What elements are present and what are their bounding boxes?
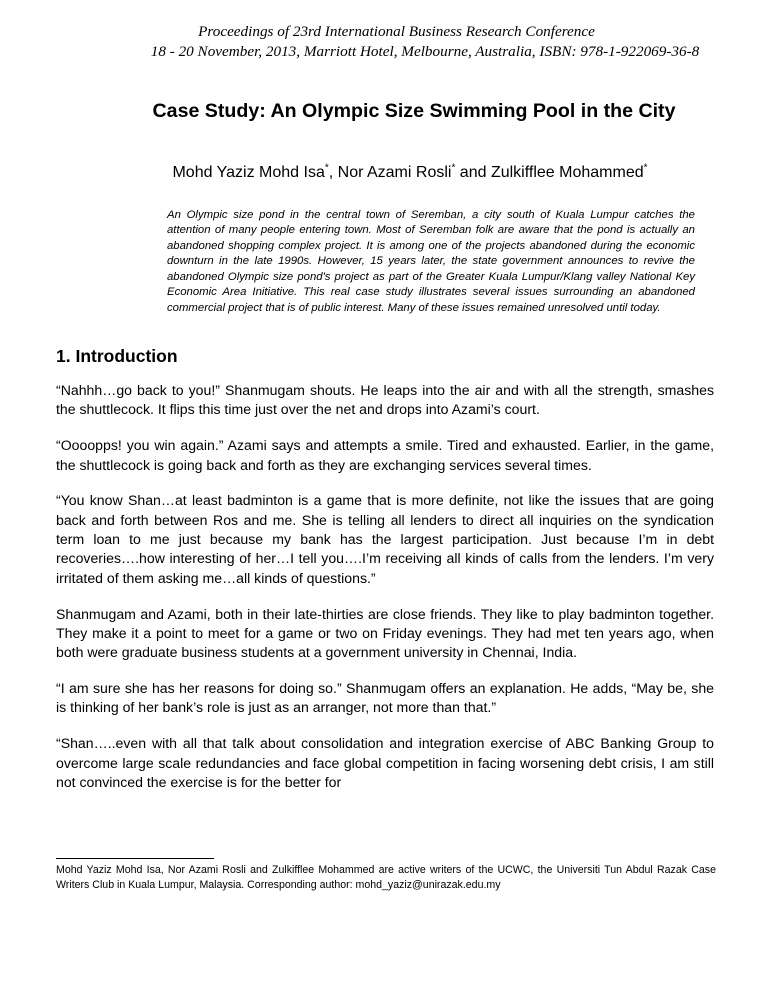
footnote-divider bbox=[56, 858, 214, 859]
abstract: An Olympic size pond in the central town of Seremban, a city south of Kuala Lumpur catches the attention of many people entering town. Most of Seremban folk are aware that the pond is actually an abandoned shopping complex project. It is among one of the projects abandoned during the economic downturn in the late 1990s. However, 15 years later, the state government announces to revive the abandoned Olympic size pond's project as part of the Greater Kuala Lumpur/Klang valley National Key Economic Area Initiative. This real case study illustrates several issues surrounding an abandoned commercial project that is of public interest. Many of these issues remained unresolved until today. bbox=[167, 209, 695, 314]
body-paragraph: “You know Shan…at least badminton is a game that is more definite, not like the issues that are going back and forth between Ros and me. She is telling all lenders to direct all inquiries on the syndication term loan to me just because my bank has the largest participation. Just because I’m in debt recoveries….how interesting of her…I tell you….I’m receiving all kinds of calls from the lenders. I’m very irritated of them asking me…all kinds of questions.” bbox=[56, 492, 714, 586]
running-header bbox=[0, 22, 768, 62]
author-name: Mohd Yaziz Mohd Isa bbox=[172, 164, 325, 181]
conference-details: 18 - 20 November, 2013, Marriott Hotel, Melbourne, Australia, ISBN: 978-1-922069-36-8 bbox=[150, 43, 700, 60]
body-paragraph: “I am sure she has her reasons for doing so.” Shanmugam offers an explanation. He adds, “May be, she is thinking of her bank’s role is just as an arranger, not more than that.” bbox=[56, 680, 714, 716]
author-separator: , bbox=[328, 164, 338, 181]
author-name: Nor Azami Rosli bbox=[337, 164, 452, 181]
body-paragraph: Shanmugam and Azami, both in their late-thirties are close friends. They like to play badminton together. They make it a point to meet for a game or two on Friday evenings. They had met ten years ago, when both were graduate business students at a government university in Chennai, India. bbox=[56, 605, 714, 661]
body-paragraph: “Nahhh…go back to you!” Shanmugam shouts. He leaps into the air and with all the strength, smashes the shuttlecock. It flips this time just over the net and drops into Azami’s court. bbox=[56, 382, 714, 418]
footnote: Mohd Yaziz Mohd Isa, Nor Azami Rosli and Zulkifflee Mohammed are active writers of the UCWC, the Universiti Tun Abdul Razak Case Writers Club in Kuala Lumpur, Malaysia. Corresponding author: mohd_yaziz@unirazak.edu.my bbox=[56, 864, 716, 892]
author-list bbox=[110, 163, 710, 183]
body-paragraph: “Oooopps! you win again.” Azami says and attempts a smile. Tired and exhausted. Earlier, in the game, the shuttlecock is going back and forth as they are exchanging services several times. bbox=[56, 437, 714, 473]
author-mark: * bbox=[643, 162, 648, 174]
author-separator: and bbox=[455, 164, 491, 181]
author-mark: * bbox=[451, 162, 456, 174]
author-name: Zulkifflee Mohammed bbox=[490, 164, 644, 181]
section-heading: 1. Introduction bbox=[56, 346, 178, 366]
body-paragraph: “Shan…..even with all that talk about consolidation and integration exercise of ABC Banking Group to overcome large scale redundancies and face global competition in facing worsening debt crisis, I am still not convinced the exercise is for the better for bbox=[56, 735, 714, 790]
author-mark: * bbox=[324, 162, 329, 174]
section-body bbox=[56, 381, 714, 809]
conference-name: Proceedings of 23rd International Business Research Conference bbox=[198, 23, 595, 40]
paper-title: Case Study: An Olympic Size Swimming Pool in the City bbox=[152, 100, 676, 122]
